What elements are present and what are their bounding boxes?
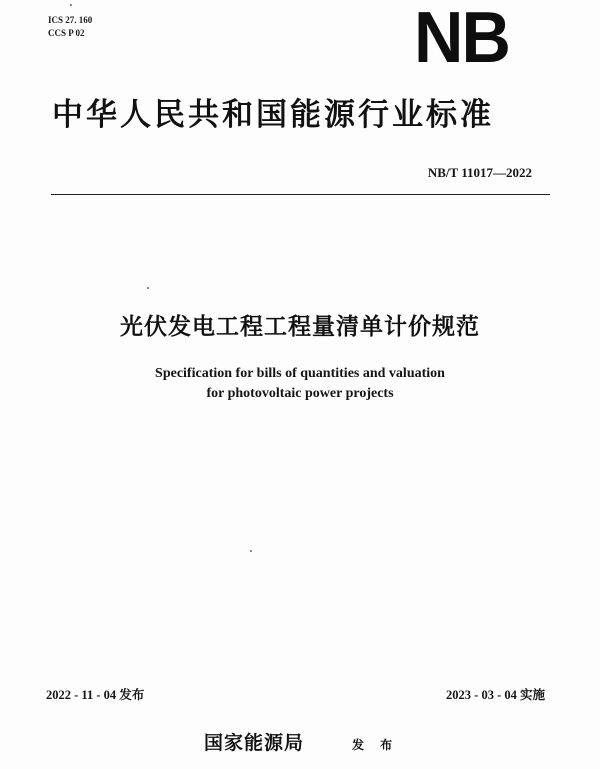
scan-speck	[70, 4, 72, 6]
english-title-line-2: for photovoltaic power projects	[206, 386, 394, 401]
publish-label: 发 布	[352, 738, 399, 752]
scan-speck	[147, 287, 149, 289]
ccs-code: CCS P 02	[48, 28, 85, 38]
ics-code: ICS 27. 160	[48, 15, 93, 25]
english-title-line-1: Specification for bills of quantities and valuation	[155, 366, 445, 381]
english-document-title	[0, 364, 600, 404]
issue-date: 2022 - 11 - 04 发布	[46, 688, 145, 702]
implementation-date: 2023 - 03 - 04 实施	[446, 688, 545, 702]
classification-codes	[48, 14, 92, 40]
nb-logo: NB	[414, 0, 509, 78]
standard-number: NB/T 11017—2022	[427, 165, 532, 180]
standard-category-title: 中华人民共和国能源行业标准	[52, 97, 494, 133]
publisher-name: 国家能源局	[204, 732, 305, 754]
chinese-document-title: 光伏发电工程工程量清单计价规范	[120, 314, 480, 340]
header-divider	[51, 194, 550, 195]
scan-speck	[250, 550, 252, 552]
